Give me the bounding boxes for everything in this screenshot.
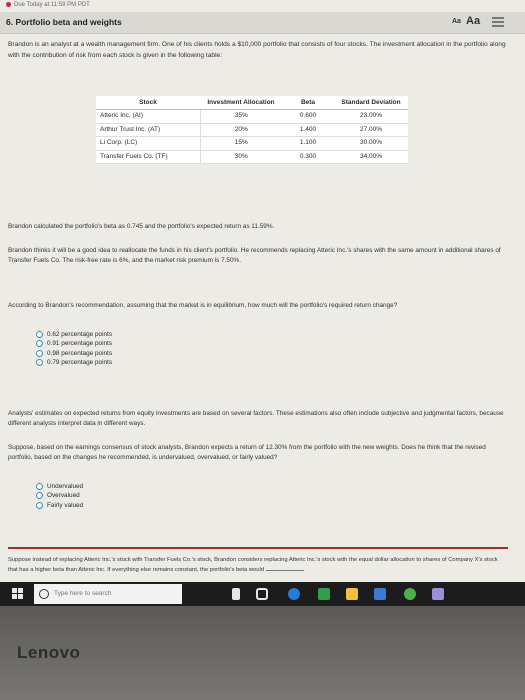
- table-row: [96, 110, 408, 124]
- option-label: Undervalued: [47, 483, 84, 490]
- realloc-text: Brandon thinks it will be a good idea to reallocate the funds in his client's portfolio. He recommends replacing Atteric Inc.'s shares with the same amount in additional shares of Transfer Fuels Co. The risk-free rate is 6%, and the market risk premium is 7.50%.: [8, 247, 501, 264]
- stock-std-dev: 27.00%: [334, 123, 408, 137]
- stock-allocation: 35%: [200, 110, 282, 124]
- radio-button[interactable]: [36, 502, 43, 509]
- font-smaller-button[interactable]: Aa: [452, 18, 461, 25]
- windows-start-icon[interactable]: [12, 588, 24, 600]
- radio-button[interactable]: [36, 340, 43, 347]
- due-text: Due Today at 11:59 PM PDT: [14, 2, 90, 8]
- q3-text: Suppose instead of replacing Atteric Inc.'s stock with Transfer Fuels Co.'s stock, Brandon considers replacing Atteric Inc.'s stock with the equal dollar allocation to shares of Company X's stock that has a higher beta than Atteric Inc. If everything else remains constant, the portfolio's beta would: [8, 557, 498, 573]
- section-divider: [8, 547, 508, 549]
- radio-button[interactable]: [36, 331, 43, 338]
- due-dot-icon: [6, 2, 11, 7]
- stock-std-dev: 34.00%: [334, 150, 408, 164]
- mail-icon[interactable]: [374, 588, 386, 600]
- q1-option[interactable]: [36, 339, 112, 348]
- header-std-dev: Standard Deviation: [334, 96, 408, 110]
- stock-name: Li Corp. (LC): [96, 137, 200, 151]
- stock-beta: 1.100: [282, 137, 334, 151]
- question-header: [0, 12, 525, 34]
- answer-dropdown[interactable]: [266, 565, 304, 571]
- stock-beta: 1.400: [282, 123, 334, 137]
- option-label: Fairly valued: [47, 501, 84, 509]
- q1-options: [36, 330, 112, 367]
- stock-allocation: 20%: [200, 123, 282, 137]
- menu-icon[interactable]: [492, 17, 504, 28]
- app-icon[interactable]: [432, 588, 444, 600]
- question-body: [8, 40, 508, 71]
- q2-option[interactable]: [36, 491, 83, 500]
- q1-option[interactable]: [36, 349, 112, 358]
- status-bar: [0, 0, 525, 10]
- header-allocation: Investment Allocation: [200, 96, 282, 110]
- q2-prompt: Suppose, based on the earnings consensus of stock analysts, Brandon expects a return of 12.30% from the portfolio with the new weights. Does he think that the revised portfolio, based on the changes he recommended, is undervalued, overvalued, or fairly valued?: [8, 444, 486, 461]
- intro-text: Brandon is an analyst at a wealth management firm. One of his clients holds a $10,000 portfolio that consists of four stocks. The investment allocation in the portfolio along with the contribution of risk from each stock is given in the following table:: [8, 41, 506, 59]
- q1-option[interactable]: [36, 330, 112, 339]
- q3-prompt: [8, 556, 508, 574]
- table-row: [96, 137, 408, 151]
- lenovo-logo: Lenovo: [17, 643, 81, 662]
- question-title: 6. Portfolio beta and weights: [6, 17, 122, 27]
- header-stock: Stock: [96, 96, 200, 110]
- analysts-text: Analysts' estimates on expected returns from equity investments are based on several factors. These estimations also often include subjective and judgmental factors, because different analysts interpret data in different ways.: [8, 410, 504, 427]
- stock-name: Arthur Trust Inc. (AT): [96, 123, 200, 137]
- folder-icon[interactable]: [346, 588, 358, 600]
- stock-name: Atteric Inc. (AI): [96, 110, 200, 124]
- q2-option[interactable]: [36, 482, 83, 491]
- stock-table: [96, 96, 408, 164]
- radio-button[interactable]: [36, 350, 43, 357]
- store-icon[interactable]: [318, 588, 330, 600]
- font-larger-button[interactable]: Aa: [466, 15, 481, 27]
- radio-button[interactable]: [36, 483, 43, 490]
- option-label: Overvalued: [47, 492, 80, 500]
- option-label: 0.62 percentage points: [47, 331, 113, 338]
- q1-prompt: According to Brandon's recommendation, assuming that the market is in equilibrium, how much will the portfolio's required return change?: [8, 302, 398, 309]
- stock-beta: 0.300: [282, 150, 334, 164]
- radio-button[interactable]: [36, 492, 43, 499]
- taskbar-search-input[interactable]: [34, 584, 182, 604]
- option-label: 0.79 percentage points: [47, 358, 113, 366]
- calc-text: Brandon calculated the portfolio's beta as 0.745 and the portfolio's expected return as 11.59%.: [8, 223, 275, 230]
- chrome-icon[interactable]: [288, 588, 300, 600]
- table-row: [96, 150, 408, 164]
- radio-button[interactable]: [36, 359, 43, 366]
- mic-icon[interactable]: [232, 588, 240, 600]
- stock-allocation: 15%: [200, 137, 282, 151]
- q1-option[interactable]: [36, 358, 112, 367]
- stock-name: Transfer Fuels Co. (TF): [96, 150, 200, 164]
- search-placeholder: Type here to search: [54, 590, 112, 597]
- stock-beta: 0.600: [282, 110, 334, 124]
- header-beta: Beta: [282, 96, 334, 110]
- cortana-icon: [39, 589, 49, 599]
- stock-allocation: 30%: [200, 150, 282, 164]
- stock-std-dev: 23.00%: [334, 110, 408, 124]
- taskbar: [0, 582, 525, 606]
- q2-options: [36, 482, 83, 510]
- stock-std-dev: 30.00%: [334, 137, 408, 151]
- option-label: 0.91 percentage points: [47, 340, 113, 348]
- option-label: 0.98 percentage points: [47, 349, 113, 357]
- table-row: [96, 123, 408, 137]
- task-view-icon[interactable]: [256, 588, 268, 600]
- app-icon[interactable]: [404, 588, 416, 600]
- q2-option[interactable]: [36, 501, 83, 510]
